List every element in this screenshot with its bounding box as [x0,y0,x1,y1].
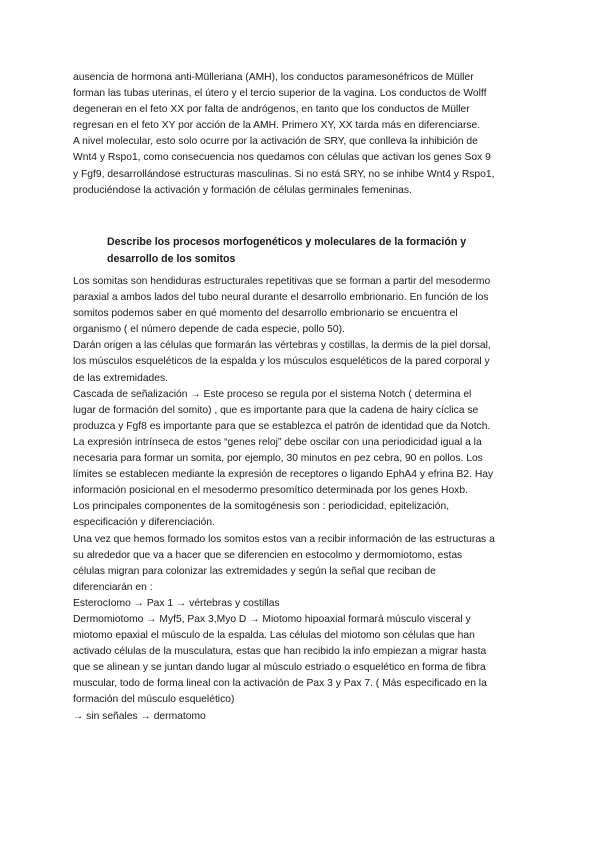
text-line: Wnt4 y Rspo1, como consecuencia nos quedamos con células que activan los genes Sox 9 [73,152,491,164]
text-line: regresan en el feto XY por acción de la AMH. Primero XY, XX tarda más en diferenciarse. [73,120,481,132]
text-line: los músculos esqueléticos de la espalda y los músculos esqueléticos de la pared corporal y [73,356,490,368]
text-line: células migran para colonizar las extremidades y según la señal que reciban de [73,565,436,577]
text-line: somitos podemos saber en qué momento del desarrollo embrionario se encuentra el [73,308,458,320]
answer-body [73,274,533,725]
text-line: muscular, todo de forma lineal con la activación de Pax 3 y Pax 7. ( Más especificado en la [73,678,487,690]
text-line: y Fgf9, desarrollándose estructuras masculinas. Si no está SRY, no se inhibe Wnt4 y Rspo1, [73,168,495,180]
text-line: formación del músculo esquelético) [73,694,235,706]
text-line: que se alinean y se juntan dando lugar al músculo estriado o esquelético en forma de fibra [73,662,486,674]
text-line: Darán origen a las células que formarán las vértebras y costillas, la dermis de la piel dorsal, [73,340,491,352]
text-line: necesaria para formar un somita, por ejemplo, 30 minutos en pez cebra, 90 en pollos. Los [73,453,483,465]
text-line: Los somitas son hendiduras estructurales repetitivas que se forman a partir del mesodermo [73,276,491,287]
text-line: especificación y diferenciación. [73,517,215,529]
text-line: lugar de formación del somito) , que es importante para que la cadena de hairy cíclica se [73,404,479,416]
text-line: produciéndose la activación y formación de células germinales femeninas. [73,184,412,196]
text-line: Dermomiotomo → Myf5, Pax 3,Myo D → Miotomo hipoaxial formará músculo visceral y [73,613,471,625]
question-heading [107,234,507,267]
text-line: produzca y Fgf8 es importante para que se establezca el patrón de identidad que da Notch. [73,420,491,432]
text-line: diferenciarán en : [73,581,153,593]
heading-line: Describe los procesos morfogenéticos y moleculares de la formación y [107,236,467,248]
text-line: organismo ( el número depende de cada especie, pollo 50). [73,324,345,336]
text-line: La expresión intrínseca de estos “genes reloj” debe oscilar con una periodicidad igual a la [73,436,482,448]
intro-paragraph [73,70,533,199]
text-line: A nivel molecular, esto solo ocurre por la activación de SRY, que conlleva la inhibición de [73,136,478,148]
text-line: degeneran en el feto XX por falta de andrógenos, en tanto que los conductos de Müller [73,104,470,116]
text-line: su alrededor que va a hacer que se diferencien en estocolmo y dermomiotomo, estas [73,549,463,561]
text-line: ausencia de hormona anti-Mülleriana (AMH), los conductos paramesonéfricos de Müller [73,72,474,83]
text-line: Cascada de señalización → Este proceso se regula por el sistema Notch ( determina el [73,388,472,400]
text-line: forman las tubas uterinas, el útero y el tercio superior de la vagina. Los conductos de Wolff [73,88,487,100]
text-line: miotomo epaxial el músculo de la espalda. Las células del miotomo son células que han [73,630,475,642]
text-line: EsterocIomo → Pax 1 → vértebras y costillas [73,597,280,609]
text-line: paraxial a ambos lados del tubo neural durante el desarrollo embrionario. En función de los [73,292,489,304]
text-line: → sin señales → dermatomo [73,710,206,722]
heading-line: desarrollo de los somitos [107,252,236,265]
text-line: información posicional en el mesodermo presomítico determinada por los genes Hoxb. [73,485,468,497]
text-line: Una vez que hemos formado los somitos estos van a recibir información de las estructuras a [73,533,495,545]
text-line: límites se establecen mediante la expresión de receptores o ligando EphA4 y efrina B2. Hay [73,469,494,481]
text-line: de las extremidades. [73,372,169,384]
text-line: activado células de la musculatura, estas que han recibido la info empiezan a migrar hasta [73,646,487,658]
text-line: Los principales componentes de la somitogénesis son : periodicidad, epitelización, [73,501,450,513]
